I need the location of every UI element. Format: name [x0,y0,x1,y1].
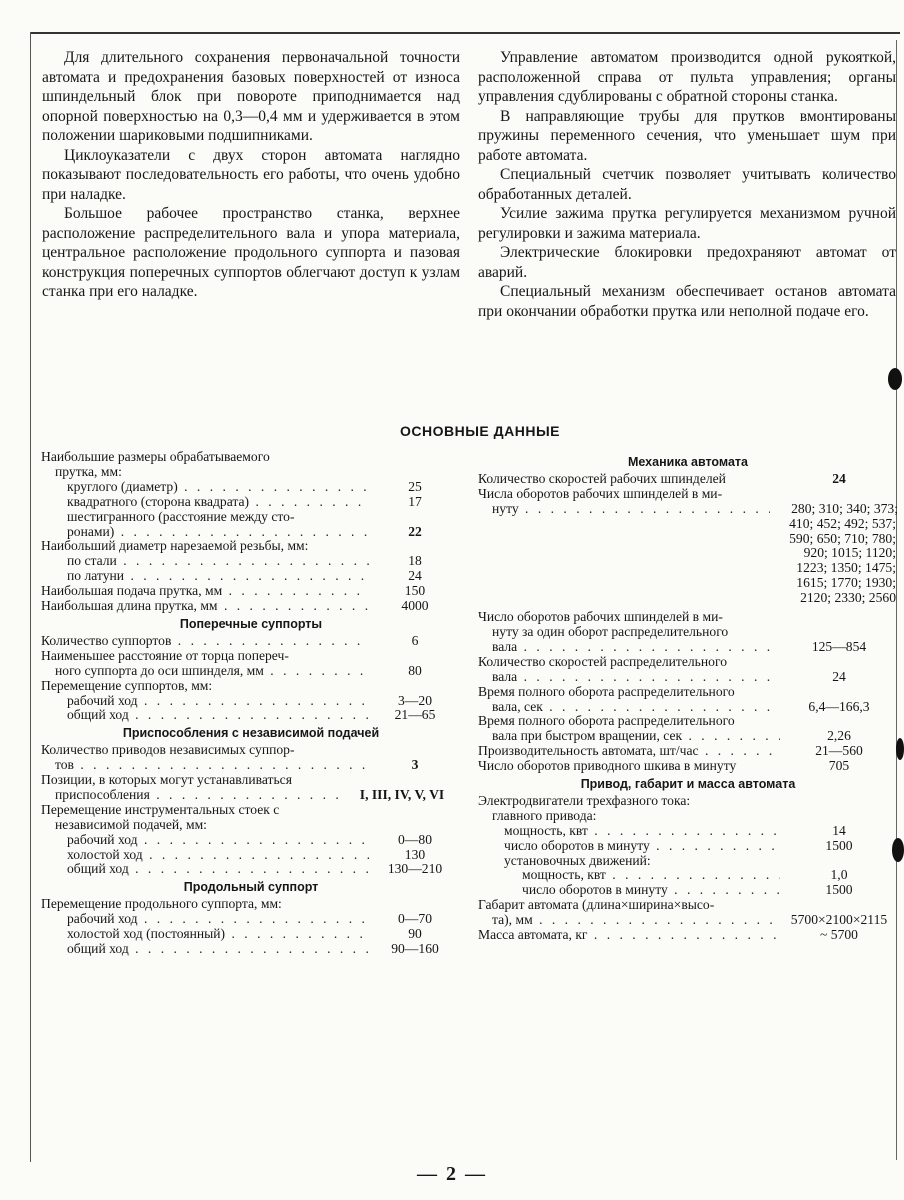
spec-label: Количество скоростей рабочих шпинделей [478,471,726,486]
spec-row [41,912,461,927]
spec-row [478,744,898,759]
spec-value: 24 [832,470,846,486]
spec-value: 21—65 [394,707,436,723]
spec-value: I, III, IV, V, VI [359,786,445,802]
spec-row [41,510,461,525]
spec-row [41,525,461,540]
spec-label: холостой ход (постоянный) . . . [67,927,369,942]
spec-row [478,685,898,700]
spec-row [41,634,461,649]
spec-value: 25 [408,478,422,494]
subsection-heading: Поперечные суппорты [179,616,323,631]
spec-label: приспособления . . . [55,788,343,803]
specs-left-column [41,450,461,957]
spec-row [41,649,461,664]
spec-value: 150 [404,583,426,599]
spec-label: Количество скоростей распределительного [478,654,727,669]
spec-label: число оборотов в минуту . . . [504,839,780,854]
intro-paragraph: Усилие зажима прутка регулируется механизмом ручной регулировки и зажима материала. [478,205,896,242]
spec-label: вала, сек . . . [492,700,780,715]
intro-paragraph: Для длительного сохранения первоначальной точности автомата и предохранения базовых поверхностей от износа шпиндельный блок при повороте приподнимается над опорной поверхностью на 0,3—0,4 мм и удерживается в этом положении шариковыми подшипниками. [42,49,460,144]
spec-row [41,758,461,773]
subsection-heading: Привод, габарит и масса автомата [580,777,796,792]
spec-value: 17 [408,493,422,509]
spec-row [41,862,461,877]
spec-row [41,664,461,679]
spec-value: 80 [408,662,422,678]
rpm-value-line: 1615; 1770; 1930; [796,575,896,591]
spec-label: Наибольшие размеры обрабатываемого [41,450,270,464]
subsection-heading: Продольный суппорт [183,880,319,895]
spec-label: Наибольшая подача прутка, мм . . . [41,584,369,599]
spec-row [478,898,898,913]
intro-paragraph: Большое рабочее пространство станка, верхнее расположение распределительного вала и упора материала, центральное расположение продольного суппорта и пазовая конструкция поперечных суппортов облегчают доступ к узлам станка при его наладке. [42,205,460,300]
spec-row [478,640,898,655]
spec-row [478,655,898,670]
spec-label: общий ход . . . [67,708,369,723]
spec-value: 18 [408,553,422,569]
spec-row [41,848,461,863]
spec-value: 280; 310; 340; 373; [791,500,898,516]
spec-label: рабочий ход . . . [67,833,369,848]
spec-label: Электродвигатели трехфазного тока: [478,793,691,808]
spec-row [41,495,461,510]
intro-left-column [42,48,460,302]
spec-label: Количество приводов независимых суппор- [41,743,295,758]
spec-row [41,694,461,709]
spec-label: Число оборотов приводного шкива в минуту [478,759,737,774]
spec-label: рабочий ход . . . [67,694,369,709]
spec-value: 14 [832,822,846,838]
spec-row [478,472,898,487]
spec-label: Габарит автомата (длина×ширина×высо- [478,898,715,913]
page-number: — 2 — [417,1163,487,1185]
subsection-heading: Механика автомата [627,455,749,469]
rpm-value-line: 2120; 2330; 2560 [800,590,896,606]
spec-row [41,788,461,803]
spec-row [41,897,461,912]
spec-row [478,868,898,883]
spec-value: ~ 5700 [820,927,858,943]
spec-value: 0—80 [398,831,432,847]
spec-value: 5700×2100×2115 [790,912,888,928]
spec-row [41,465,461,480]
spec-value: 6 [411,632,419,648]
intro-paragraph: Специальный механизм обеспечивает останов автомата при окончании обработки прутка или неполной подаче его. [478,283,896,320]
spec-label: Время полного оборота распределительного [478,684,735,699]
specs-right-column [478,452,898,943]
spec-value: 2,26 [827,728,851,744]
spec-row [41,599,461,614]
spec-row [41,539,461,554]
spec-value: 1500 [825,882,853,898]
spec-label: круглого (диаметр) . . . [67,480,369,495]
spec-label: мощность, квт . . . [522,868,780,883]
spec-label: Наибольший диаметр нарезаемой резьбы, мм: [41,539,309,554]
spec-value: 22 [408,523,422,539]
spec-row [478,794,898,809]
spec-label: Масса автомата, кг . . . [478,928,780,943]
spec-label: рабочий ход . . . [67,912,369,927]
spec-label: нуту за один оборот распределительного [492,624,729,639]
spec-label: мощность, квт . . . [504,824,780,839]
spec-value: 6,4—166,3 [808,698,870,714]
spec-row [41,927,461,942]
subsection-heading: Приспособления с независимой подачей [122,726,380,741]
spec-value: 1,0 [830,867,848,883]
spec-row [478,625,898,640]
spec-row [478,913,898,928]
spec-row [41,554,461,569]
rpm-value-line: 410; 452; 492; 537; [789,515,896,531]
spec-value: 24 [408,568,422,584]
spec-row [478,824,898,839]
spec-label: главного привода: [492,808,597,823]
intro-paragraph: Специальный счетчик позволяет учитывать количество обработанных деталей. [478,166,896,203]
spec-row [41,450,461,465]
spec-label: тов . . . [55,758,369,773]
spec-value: 90 [408,926,422,942]
spec-label: Перемещение суппортов, мм: [41,678,213,693]
spec-label: Производительность автомата, шт/час . . . [478,744,780,759]
spec-label: Наибольшая длина прутка, мм . . . [41,599,369,614]
intro-paragraph: Циклоуказатели с двух сторон автомата наглядно показывают последовательность его работы, что очень удобно при наладке. [42,146,460,203]
scan-blot [892,838,904,862]
spec-row [41,942,461,957]
spec-value: 3—20 [398,692,432,708]
section-title: ОСНОВНЫЕ ДАННЫЕ [399,423,560,439]
spec-label: общий ход . . . [67,942,369,957]
spec-label: холостой ход . . . [67,848,369,863]
spec-row [41,569,461,584]
spec-row [41,833,461,848]
spec-label: по стали . . . [67,554,369,569]
spec-label: квадратного (сторона квадрата) . . . [67,495,369,510]
page-border-left [30,32,31,1162]
spec-label: Количество суппортов . . . [41,634,369,649]
spec-value: 125—854 [811,638,867,654]
spec-row [478,883,898,898]
spec-label: по латуни . . . [67,569,369,584]
spec-row [41,480,461,495]
spec-row [478,670,898,685]
intro-right-column [478,48,896,321]
page-border-top [30,32,900,34]
rpm-value-line: 920; 1015; 1120; [803,545,896,561]
spec-value: 130—210 [387,861,443,877]
spec-row [41,708,461,723]
spec-label: число оборотов в минуту . . . [522,883,780,898]
spec-row [478,502,898,517]
intro-paragraph: Электрические блокировки предохраняют автомат от аварий. [478,244,896,281]
rpm-value-line: 590; 650; 710; 780; [789,530,896,546]
spec-value: 24 [832,668,846,684]
spec-row [41,679,461,694]
spec-row [478,700,898,715]
spec-label: ного суппорта до оси шпинделя, мм . . . [55,664,369,679]
spec-row [478,714,898,729]
spec-row [478,487,898,502]
spec-label: вала при быстром вращении, сек . . . [492,729,780,744]
intro-paragraph: В направляющие трубы для прутков вмонтированы пружины переменного сечения, что уменьшает шум при работе автомата. [478,107,896,164]
spec-value: 21—560 [815,743,863,759]
spec-row [478,928,898,943]
spec-label: независимой подачей, мм: [55,817,207,832]
spec-label: общий ход . . . [67,862,369,877]
spec-label: Перемещение инструментальных стоек с [41,802,280,817]
spec-label: Позиции, в которых могут устанавливаться [41,773,292,788]
spec-label: прутка, мм: [55,464,122,479]
spec-row [41,584,461,599]
spec-row [478,839,898,854]
spec-row [478,610,898,625]
spec-label: Числа оборотов рабочих шпинделей в ми- [478,486,723,501]
spec-row [41,803,461,818]
scan-blot [896,738,904,760]
spec-value: 705 [828,758,850,774]
spec-value: 90—160 [391,941,439,956]
spec-label: установочных движений: [504,853,651,868]
spec-row [41,773,461,788]
rpm-value-line: 1223; 1350; 1475; [796,560,896,576]
spec-value: 3 [411,757,419,773]
spec-label: нуту . . . [492,502,770,517]
spec-label: та), мм . . . [492,913,780,928]
spec-label: шестигранного (расстояние между сто- [67,509,295,524]
spec-row [41,818,461,833]
spec-row [478,729,898,744]
spec-label: ронами) . . . [67,525,369,540]
spec-label: Время полного оборота распределительного [478,714,735,729]
spec-value: 0—70 [398,911,432,927]
spec-row [41,743,461,758]
spec-value: 4000 [401,598,429,614]
spec-label: Число оборотов рабочих шпинделей в ми- [478,610,723,625]
intro-paragraph: Управление автоматом производится одной рукояткой, расположенной справа от пульта управления; органы управления сдублированы с обратной стороны станка. [478,49,896,105]
spec-label: вала . . . [492,670,780,685]
spec-value: 1500 [825,837,853,853]
scan-blot [888,368,902,390]
spec-label: Наименьшее расстояние от торца попереч- [41,648,289,663]
spec-value: 130 [404,846,426,862]
spec-row [478,759,898,774]
spec-row [478,809,898,824]
spec-row [478,854,898,869]
spec-label: Перемещение продольного суппорта, мм: [41,897,282,912]
spec-label: вала . . . [492,640,780,655]
